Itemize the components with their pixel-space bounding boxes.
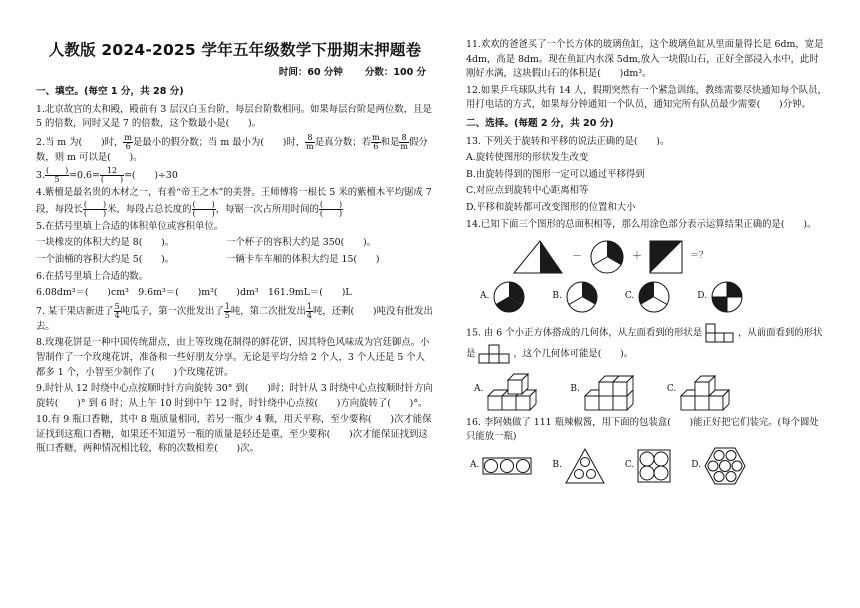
right-column	[466, 38, 828, 487]
question-2	[36, 134, 434, 166]
square-diagonal-shaded-figure	[648, 239, 684, 275]
option-label: B.	[552, 291, 562, 302]
q16-option-c[interactable]	[625, 449, 671, 483]
q7-text-b: 吨瓜子，第一次批发出了	[120, 305, 224, 317]
q2-frac-1	[123, 134, 133, 151]
q14-option-d[interactable]	[697, 280, 744, 314]
pie-option-b-icon	[565, 280, 599, 314]
frac-denominator: 5	[54, 175, 60, 185]
frac-numerator: 8	[399, 134, 409, 143]
q4-frac-2	[192, 201, 216, 218]
frac-denominator: ( )	[83, 208, 107, 218]
box-three-circles-row-icon	[482, 455, 532, 477]
question-5-row-1	[36, 236, 434, 251]
question-5-row-2	[36, 253, 434, 268]
frac-denominator: ( )	[192, 208, 215, 218]
q7-text-c: 吨，第二次批发出	[230, 305, 306, 317]
q4-frac-3	[319, 201, 343, 218]
pie-option-a-icon	[492, 280, 526, 314]
frac-denominator: m	[306, 141, 314, 151]
q2-text-e: 假分数，则 m 可以是( )。	[36, 136, 428, 163]
question-4	[36, 186, 434, 218]
question-1: 1.北京故宫的太和殿，殿前有 3 层汉白玉台阶，每层台阶数相同。如果每层台阶是两位数，且是 5 的倍数，同时又是 7 的倍数，这个数最小是( )。	[36, 103, 432, 130]
q15-text-b: ，从前面看到的形状是	[466, 327, 823, 360]
frac-numerator: 5	[114, 301, 120, 311]
frac-numerator: ( )	[319, 199, 343, 209]
minus-sign: －	[572, 251, 582, 263]
question-9: 9.时针从 12 时绕中心点按顺时针方向旋转 30° 到( )时；时针从 3 时绕中心点按顺时针方向旋转( )° 到 6 时；从上午 10 时到中午 12 时，时针绕中心点按( )方向旋转了( )°。	[36, 383, 433, 409]
frac-numerator: 1	[306, 301, 312, 311]
question-12: 12.如果乒乓球队共有 14 人，假期突然有一个紧急训练，教练需要尽快通知每个队员，用打电话的方式，如果每分钟通知一个队员，通知完所有队员最少需要( )分钟。	[466, 84, 827, 111]
question-13: 13. 下列关于旋转和平移的说法正确的是( )。	[466, 135, 670, 147]
q5-item: 一个杯子的容积大约是 350( )。	[226, 237, 377, 249]
q13-option-b: B.由旋转得到的图形一定可以通过平移得到	[466, 168, 645, 180]
left-view-shape-icon	[705, 323, 735, 343]
exam-meta	[36, 66, 434, 81]
question-3	[36, 167, 434, 184]
q4-text-b: 米，每段占总长度的	[107, 203, 192, 215]
option-label: D.	[691, 460, 702, 471]
option-label: B.	[552, 460, 562, 471]
q14-equation-figures	[466, 238, 828, 276]
option-label: A.	[480, 291, 490, 302]
q2-text-a: 2.当 m 为( )时，	[36, 136, 124, 148]
pie-option-c-icon	[637, 280, 671, 314]
q2-text-c: 是真分数；若	[314, 136, 371, 148]
q4-text-a: 4.紫檀是最名贵的木材之一，有着“帝王之木”的美誉。王师傅将一根长 5 米的紫檀木平均锯成 7 段，每段长	[36, 187, 432, 215]
frac-numerator: ( )	[45, 166, 69, 176]
frac-numerator: ( )	[83, 199, 107, 209]
q5-item: 一个油桶的容积大约是 5( )。	[36, 254, 175, 266]
frac-denominator: 5	[224, 310, 230, 320]
q2-text-d: 和是	[380, 136, 400, 148]
score-label: 分数：100 分	[364, 67, 426, 79]
q16-options	[466, 447, 828, 485]
page-title: 人教版 2024-2025 学年五年级数学下册期末押题卷	[48, 41, 422, 59]
q16-option-a[interactable]	[470, 455, 532, 477]
q4-text-c: ，每锯一次占所用时间的	[215, 203, 319, 215]
q14-option-c[interactable]	[625, 280, 671, 314]
q7-frac-3	[306, 303, 313, 320]
option-label: B.	[570, 383, 580, 394]
q16-option-b[interactable]	[552, 448, 604, 484]
q3-lead: 3.	[36, 170, 45, 182]
q15-option-a[interactable]	[474, 368, 548, 412]
question-6-row: 6.08dm³＝( )cm³ 9.6m³＝( )m³( )dm³ 161.9mL＝( )L	[36, 287, 352, 299]
q15-text-c: ，这个几何体可能是( )。	[513, 348, 634, 360]
question-15	[466, 323, 828, 364]
question-11: 11.欢欢的爸爸买了一个长方体的玻璃鱼缸，这个玻璃鱼缸从里面量得长是 6dm，宽是 4dm，高是 8dm。现在鱼缸内水深 5dm,放入一块假山石，正好全部浸入水中，此时刚好水满，这块假山石的体积是( )dm³。	[466, 39, 824, 80]
q3-tail: =( )÷30	[124, 170, 178, 182]
q13-option-d: D.平移和旋转都可改变图形的位置和大小	[466, 202, 636, 214]
q7-frac-2	[224, 303, 231, 320]
question-6: 6.在括号里填上合适的数。	[36, 270, 149, 282]
cube-stack-a-icon	[486, 368, 548, 412]
frac-numerator: 1	[224, 301, 230, 311]
frac-denominator: m	[400, 141, 408, 151]
cube-stack-c-icon	[679, 368, 741, 412]
section-choice-heading: 二、选择。(每题 2 分，共 20 分)	[466, 117, 614, 129]
frac-numerator: m	[372, 132, 380, 142]
frac-numerator: ( )	[192, 199, 215, 209]
frac-denominator: ( )	[100, 175, 124, 185]
triangle-half-shaded-figure	[510, 239, 566, 275]
time-label: 时间：60 分钟	[278, 67, 343, 79]
q3-mid: =0.6=	[69, 170, 100, 182]
pie-option-d-icon	[710, 280, 744, 314]
question-16: 16. 李阿姨做了 111 瓶辣椒酱，用下面的包装盒( )能正好把它们装完。(每个圆处只能放一瓶)	[466, 416, 819, 443]
frac-numerator: 8	[305, 134, 315, 143]
box-triangle-circles-icon	[565, 448, 605, 484]
frac-denominator: 6	[373, 141, 379, 151]
left-column	[36, 0, 434, 459]
equals-question: ＝？	[690, 251, 709, 262]
box-square-four-circles-icon	[637, 449, 671, 483]
question-5: 5.在括号里填上合适的体积单位或容积单位。	[36, 220, 224, 232]
q15-option-b[interactable]	[570, 368, 644, 412]
q2-frac-2	[305, 134, 315, 151]
q15-text-a: 15. 由 6 个小正方体搭成的几何体，从左面看到的形状是	[466, 327, 703, 339]
q14-option-b[interactable]	[552, 280, 598, 314]
plus-sign: ＋	[632, 251, 642, 263]
option-label: A.	[470, 460, 480, 471]
q13-option-a: A.旋转使图形的形状发生改变	[466, 152, 589, 164]
front-view-shape-icon	[478, 344, 510, 364]
option-label: C.	[624, 460, 635, 471]
cube-stack-b-icon	[583, 368, 645, 412]
frac-denominator: 6	[125, 141, 131, 151]
q3-frac-1	[45, 167, 69, 184]
q14-option-a[interactable]	[480, 280, 526, 314]
question-10: 10.有 9 瓶口香糖，其中 8 瓶质量相同，若另一瓶少 4 颗，用天平称，至少要称( )次才能保证找到这瓶口香糖，如果还不知道另一瓶的质量是轻还是重，至少要称( )次才能保证找到这瓶口香糖，两种情况相比较，称的次数相差( )次。	[36, 414, 432, 455]
q5-item: 一辆卡车车厢的体积大约是 15( )	[226, 254, 380, 266]
q14-options	[466, 280, 828, 314]
q4-frac-1	[83, 201, 107, 218]
option-label: C.	[666, 383, 677, 394]
option-label: D.	[697, 291, 708, 302]
q15-options	[466, 368, 828, 412]
frac-denominator: 4	[306, 310, 312, 320]
option-label: A.	[474, 383, 484, 394]
q2-frac-3	[371, 134, 381, 151]
frac-denominator: ( )	[319, 208, 343, 218]
q7-frac-1	[114, 303, 121, 320]
q13-option-c: C.对应点到旋转中心距离相等	[466, 185, 589, 197]
frac-numerator: 12	[100, 167, 124, 176]
q5-item: 一块橡皮的体积大约是 8( )。	[36, 237, 175, 249]
q16-option-d[interactable]	[691, 447, 746, 485]
q7-text-a: 7. 某干果店新进了	[36, 305, 114, 317]
question-7	[36, 303, 434, 335]
option-label: C.	[624, 291, 635, 302]
box-hexagon-circles-icon	[704, 447, 746, 485]
q2-frac-4	[399, 134, 409, 151]
section-fill-heading: 一、填空。(每空 1 分，共 28 分)	[36, 85, 184, 97]
question-14: 14.已知下面三个图形的总面积相等，那么用涂色部分表示运算结果正确的是( )。	[466, 218, 817, 230]
frac-denominator: 4	[114, 310, 120, 320]
question-8: 8.玫瑰花饼是一种中国传统甜点，由上等玫瑰花制得的鲜花饼，因其特色风味成为宫廷御点。小智制作了一个玫瑰花饼，准备和一些好朋友分享。无论是平均分给 2 个人，3 个人还是 5 个人都多 1 个，小智至少制作了( )个玫瑰花饼。	[36, 337, 430, 378]
q7-text-d: 吨，还剩( )吨没有批发出去。	[36, 305, 433, 332]
circle-third-shaded-figure	[588, 238, 626, 276]
frac-numerator: m	[124, 132, 132, 142]
q3-frac-2	[100, 167, 124, 184]
q15-option-c[interactable]	[667, 368, 741, 412]
q2-text-b: 是最小的假分数；当 m 最小为( )时，	[132, 136, 306, 148]
